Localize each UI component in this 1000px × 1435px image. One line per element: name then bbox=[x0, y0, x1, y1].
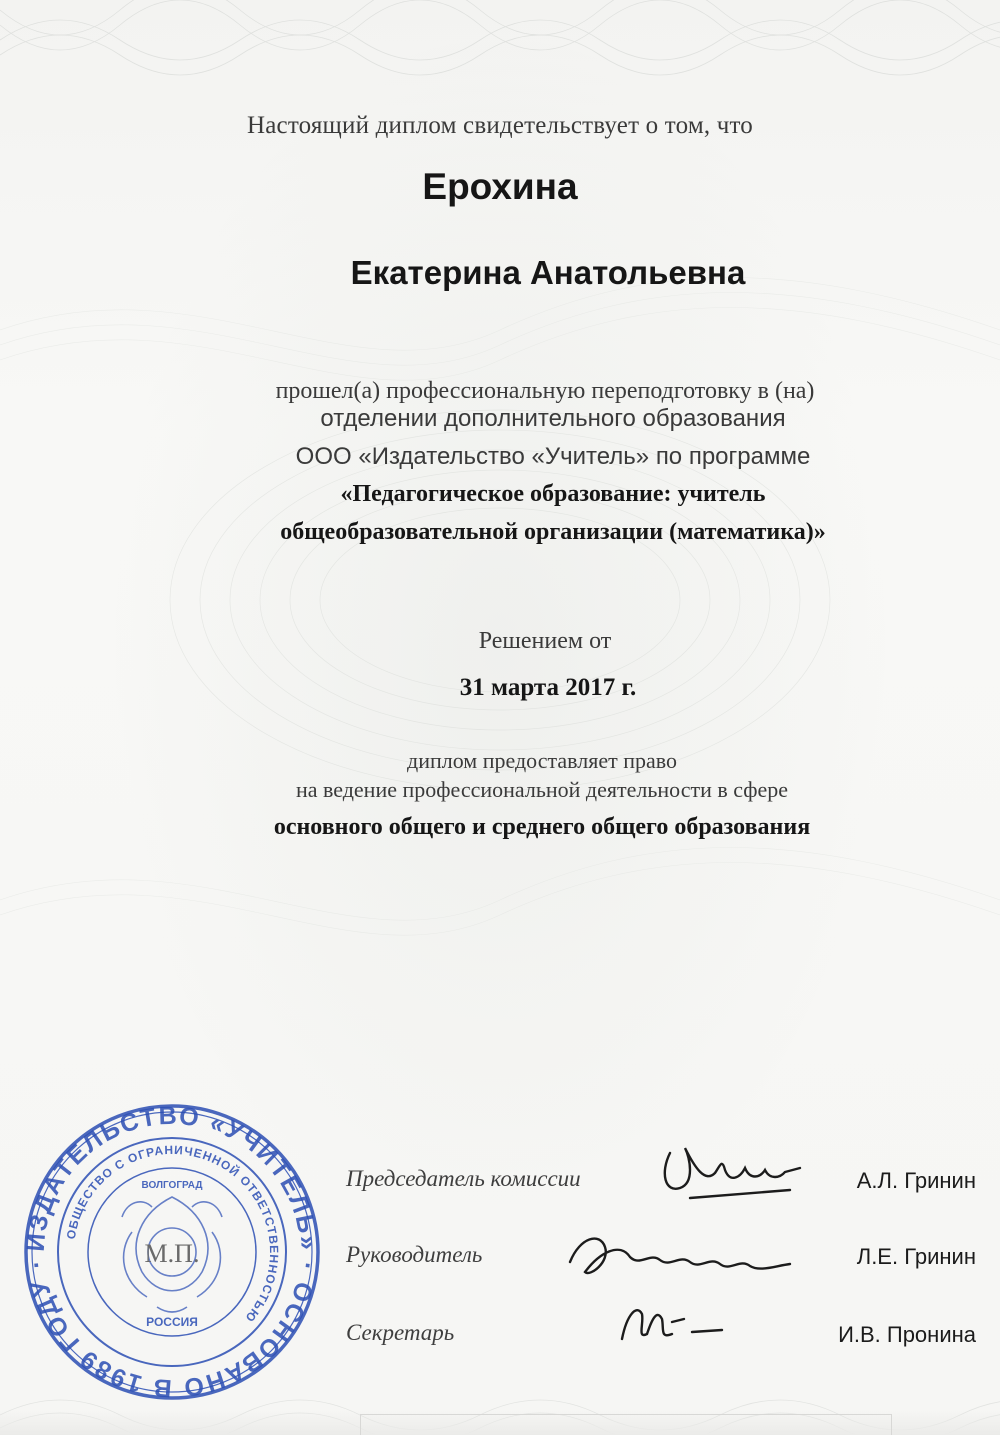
seal-inner-text: ОБЩЕСТВО С ОГРАНИЧЕННОЙ ОТВЕТСТВЕННОСТЬЮ bbox=[63, 1142, 282, 1326]
right-line-3: основного общего и среднего общего образования bbox=[273, 814, 811, 840]
signer-secretary-name: И.В. Пронина bbox=[838, 1322, 976, 1347]
seal-city: ВОЛГОГРАД bbox=[141, 1180, 203, 1191]
signer-director-name: Л.Е. Гринин bbox=[856, 1244, 976, 1269]
program-line-2: общеобразовательной организации (математика)» bbox=[280, 519, 826, 545]
svg-text:ОБЩЕСТВО С ОГРАНИЧЕННОЙ ОТВЕТС bbox=[64, 1143, 281, 1325]
signer-chairman-name: А.Л. Гринин bbox=[856, 1168, 976, 1193]
seal-country: РОССИЯ bbox=[146, 1315, 198, 1329]
role-director: Руководитель bbox=[346, 1242, 483, 1267]
right-line-2: на ведение профессиональной деятельности в сфере bbox=[295, 777, 789, 802]
role-secretary: Секретарь bbox=[346, 1320, 455, 1345]
passed-text: прошел(а) профессиональную переподготовку в (на) bbox=[275, 378, 815, 404]
secretary-signature-icon bbox=[612, 1294, 732, 1354]
department-text: отделении дополнительного образования bbox=[320, 405, 786, 432]
intro-text: Настоящий диплом свидетельствует о том, что bbox=[246, 112, 754, 139]
director-signature-icon bbox=[560, 1222, 800, 1292]
seal-outer-text: ИЗДАТЕЛЬСТВО «УЧИТЕЛЬ» · ОСНОВАНО В 1989 ГОДУ · bbox=[22, 1102, 322, 1402]
decision-label: Решением от bbox=[478, 628, 612, 654]
organization-text: ООО «Издательство «Учитель» по программе bbox=[295, 443, 811, 470]
frame-edge bbox=[360, 1414, 892, 1435]
recipient-given-names: Екатерина Анатольевна bbox=[350, 254, 746, 291]
role-chairman: Председатель комиссии bbox=[346, 1166, 581, 1191]
decision-date: 31 марта 2017 г. bbox=[459, 674, 637, 701]
seal-center-mark: М.П. bbox=[144, 1239, 200, 1268]
recipient-surname: Ерохина bbox=[422, 166, 578, 207]
program-line-1: «Педагогическое образование: учитель bbox=[340, 481, 766, 507]
official-seal bbox=[22, 1102, 322, 1402]
right-line-1: диплом предоставляет право bbox=[407, 748, 677, 773]
